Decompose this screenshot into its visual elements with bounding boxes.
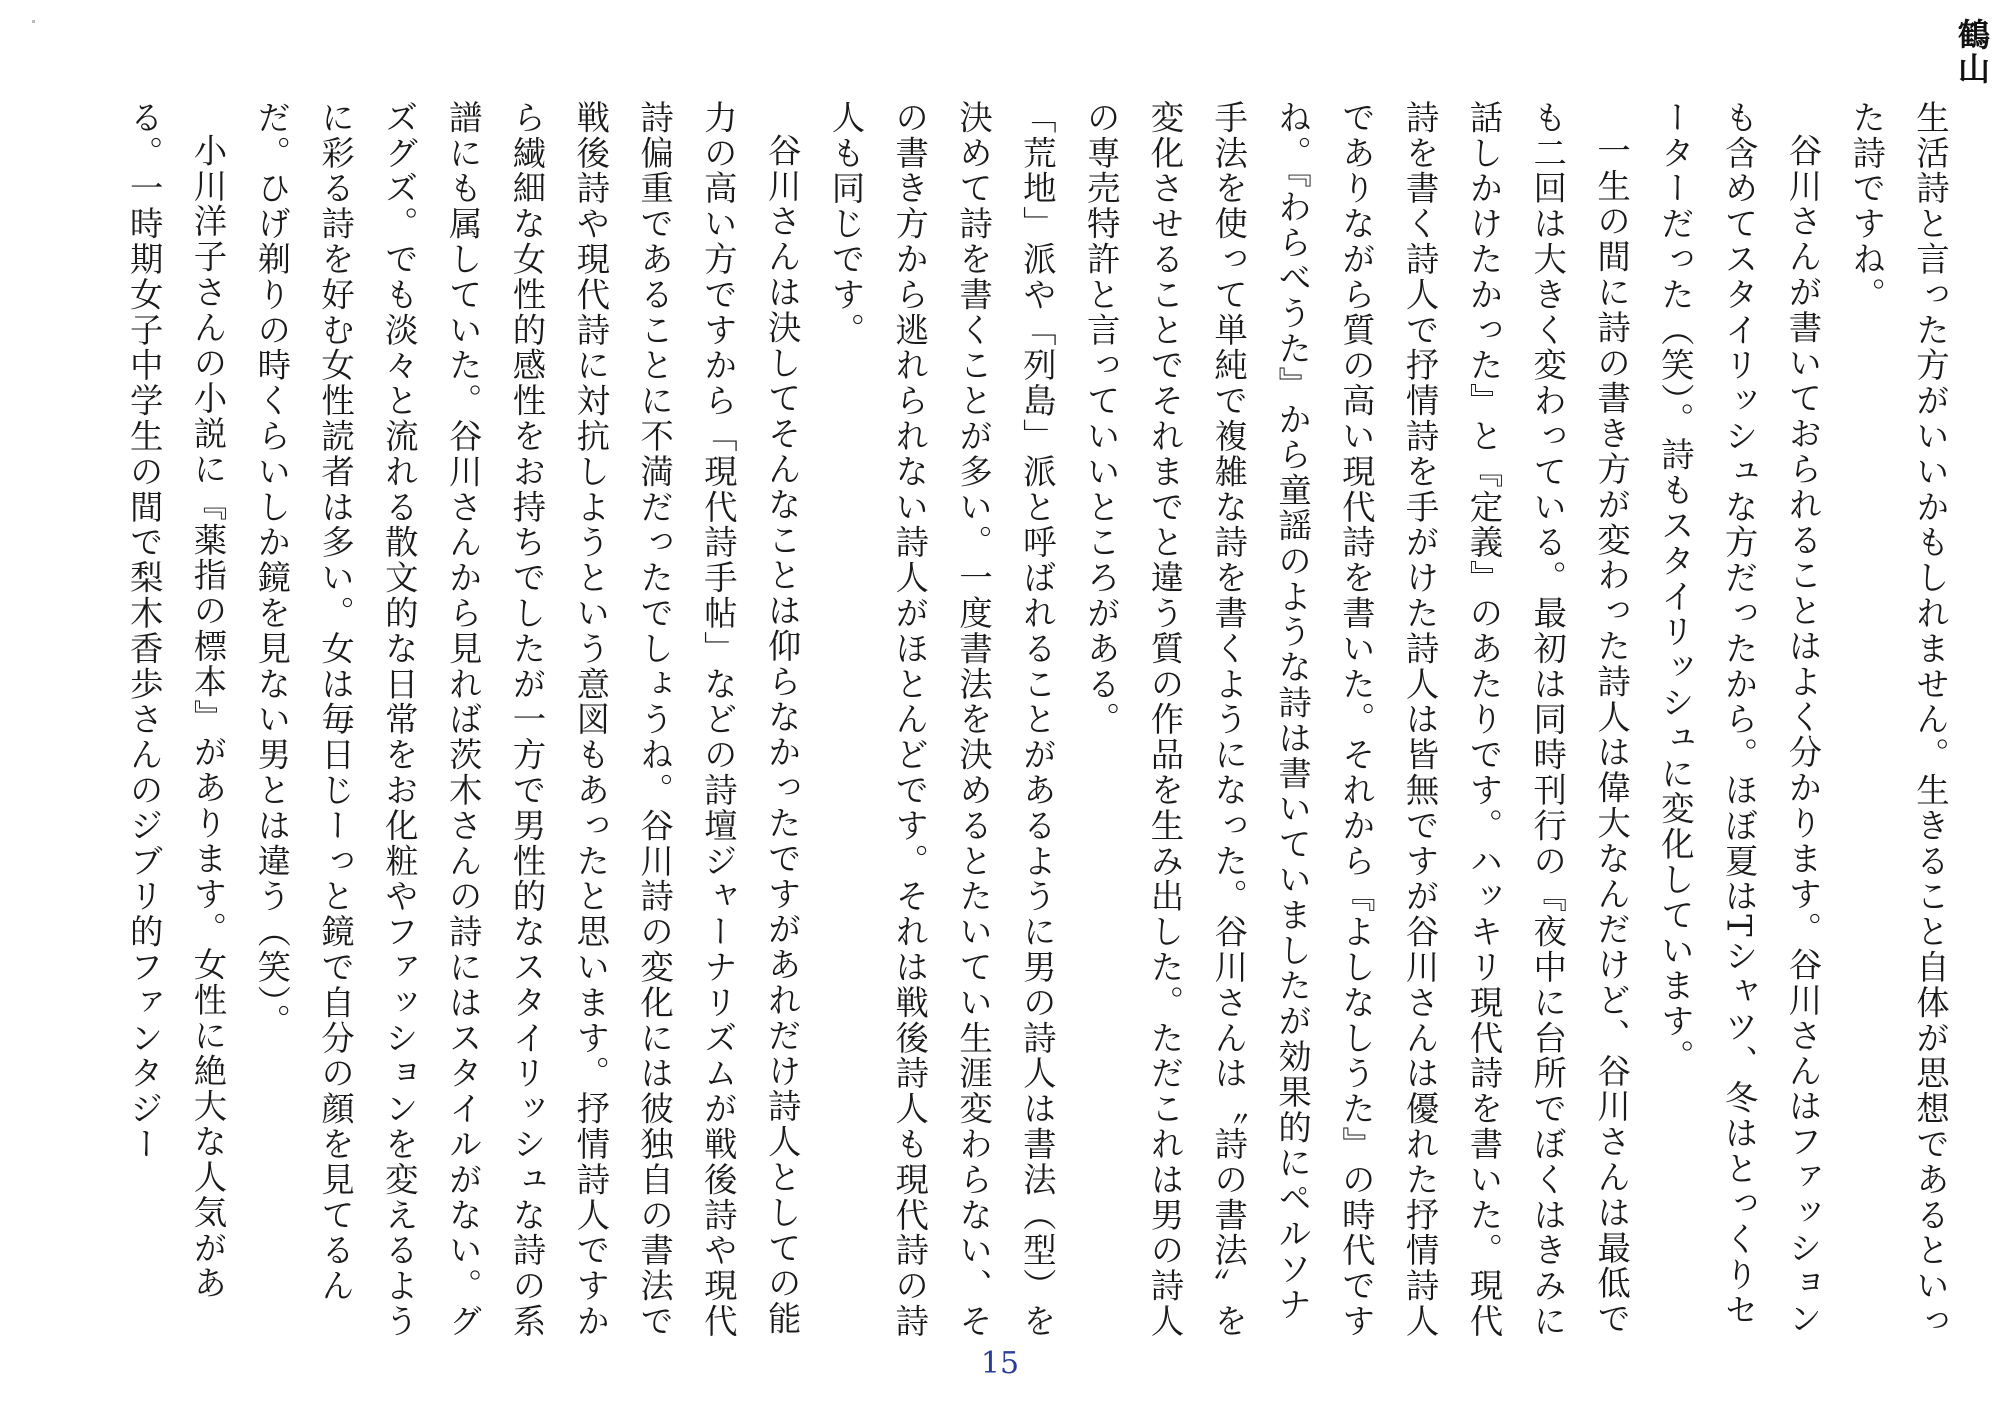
paragraph: 生活詩と言った方がいいかもしれません。生きること自体が思想であるといった詩ですね。 (1847, 100, 1950, 1339)
paragraph: 谷川さんは決してそんなことは仰らなかったですがあれだけ詩人としての能力の高い方ですから「現代詩手帖」などの詩壇ジャーナリズムが戦後詩や現代詩偏重であることに不満だったでしょうね。谷川詩の変化には彼独自の書法で戦後詩や現代詩に対抗しようという意図もあったと思います。抒情詩人ですから繊細な女性的感性をお持ちでしたが一方で男性的なスタイリッシュな詩の系譜にも属していた。谷川さんから見れば茨木さんの詩にはスタイルがない。グズグズ。でも淡々と流れる散文的な日常をお化粧やファッションを変えるように彩る詩を好む女性読者は多い。女は毎日じーっと鏡で自分の顔を見てるんだ。ひげ剃りの時くらいしか鏡を見ない男とは違う（笑）。 (252, 100, 802, 1339)
paragraph: 谷川さんが書いておられることはよく分かります。谷川さんはファッションも含めてスタイリッシュな方だったから。ほぼ夏はTシャツ、冬はとっくりセーターだった（笑）。詩もスタイリッシュに変化しています。 (1655, 100, 1823, 1337)
scan-mark (32, 20, 35, 23)
paragraph: 一生の間に詩の書き方が変わった詩人は偉大なんだけど、谷川さんは最低でも二回は大きく変わっている。最初は同時刊行の『夜中に台所でぼくはきみに話しかけたかった』と『定義』のあたりです。ハッキリ現代詩を書いた。現代詩を書く詩人で抒情詩を手がけた詩人は皆無ですが谷川さんは優れた抒情詩人でありながら質の高い現代詩を書いた。それから『よしなしうた』の時代ですね。『わらべうた』から童謡のような詩は書いていましたが効果的にペルソナ手法を使って単純で複雑な詩を書くようになった。谷川さんは〝詩の書法〟を変化させることでそれまでと違う質の作品を生み出した。ただこれは男の詩人の専売特許と言っていいところがある。 (1081, 100, 1632, 1339)
speaker-label: 鶴山 (1953, 18, 1991, 86)
body-text (12, 100, 1962, 1340)
page-number: 15 (980, 1346, 1020, 1381)
paragraph: 「荒地」派や「列島」派と呼ばれることがあるように男の詩人は書法（型）を決めて詩を書くことが多い。一度書法を決めるとたいてい生涯変わらない、その書き方から逃れられない詩人がほとんどです。それは戦後詩人も現代詩の詩人も同じです。 (826, 100, 1057, 1339)
paragraph: 小川洋子さんの小説に『薬指の標本』があります。女性に絶大な人気がある。一時期女子中学生の間で梨木香歩さんのジブリ的ファンタジー (124, 100, 228, 1302)
